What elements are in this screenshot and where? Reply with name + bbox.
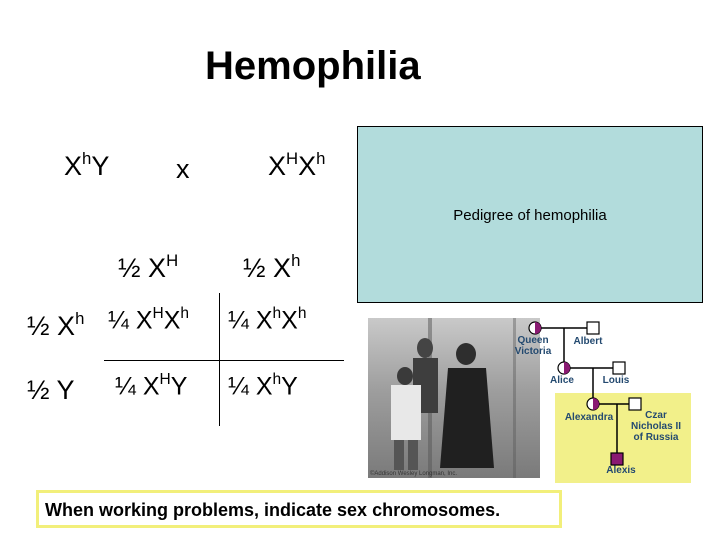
allele-base: X	[255, 306, 273, 335]
allele-base: X	[142, 372, 160, 401]
fraction: ½	[27, 311, 50, 341]
allele-superscript: h	[75, 309, 85, 329]
allele-superscript: h	[297, 305, 307, 323]
mother-genotype	[268, 150, 325, 182]
allele-base: X	[64, 151, 83, 181]
pedigree-caption: Pedigree of hemophilia	[453, 207, 607, 224]
allele-superscript: h	[291, 251, 301, 271]
punnett-cell	[228, 306, 306, 335]
cross-sign: x	[176, 154, 190, 184]
allele-base: X	[148, 253, 167, 283]
father-genotype	[64, 150, 109, 182]
label-czar-nicholas	[620, 410, 692, 443]
row-header-1	[27, 310, 84, 342]
name-line: Queen	[517, 335, 549, 346]
fraction: ¼	[115, 372, 136, 401]
allele-superscript: h	[272, 371, 282, 389]
pedigree-panel	[357, 126, 703, 303]
name-line: of Russia	[633, 432, 679, 443]
allele-superscript: H	[286, 149, 299, 169]
col-header-1	[118, 252, 178, 284]
col-header-2	[243, 252, 300, 284]
name-line: Czar	[645, 410, 667, 421]
allele-superscript: h	[272, 305, 282, 323]
allele-superscript: h	[316, 149, 326, 169]
label-queen-victoria	[511, 335, 555, 357]
fraction: ½	[243, 253, 266, 283]
allele-base: Y	[170, 372, 188, 401]
allele-base: Y	[281, 372, 298, 401]
label-albert: Albert	[573, 336, 603, 347]
allele-base: X	[281, 306, 298, 335]
label-alexis: Alexis	[606, 465, 636, 476]
allele-y: Y	[91, 151, 110, 181]
name-line: Victoria	[514, 346, 552, 357]
fraction: ¼	[228, 372, 249, 401]
fraction: ¼	[228, 306, 249, 335]
allele-superscript: h	[82, 149, 92, 169]
fraction: ½	[27, 375, 50, 405]
allele-base: X	[273, 253, 292, 283]
allele-superscript: H	[152, 305, 164, 323]
allele-base: X	[57, 311, 76, 341]
allele-base: X	[255, 372, 273, 401]
fraction: ½	[118, 253, 141, 283]
allele-base: X	[135, 306, 153, 335]
label-alice: Alice	[550, 375, 574, 386]
instruction-note: When working problems, indicate sex chromosomes.	[36, 490, 562, 528]
allele-superscript: h	[180, 305, 190, 323]
allele-base: Y	[56, 375, 75, 405]
label-louis: Louis	[602, 375, 630, 386]
label-alexandra: Alexandra	[564, 412, 614, 423]
fraction: ¼	[108, 306, 129, 335]
allele-superscript: H	[166, 251, 179, 271]
punnett-cell	[115, 372, 187, 401]
punnett-divider-horizontal	[104, 360, 344, 361]
punnett-cell	[228, 372, 298, 401]
name-line: Nicholas II	[630, 421, 681, 432]
page-title: Hemophilia	[205, 44, 421, 88]
allele-superscript: H	[159, 371, 171, 389]
allele-base: X	[298, 151, 317, 181]
allele-base: X	[163, 306, 181, 335]
row-header-2	[27, 375, 75, 406]
photo-credit: ©Addison Wesley Longman, Inc.	[370, 471, 458, 477]
punnett-cell	[108, 306, 189, 335]
allele-base: X	[268, 151, 287, 181]
